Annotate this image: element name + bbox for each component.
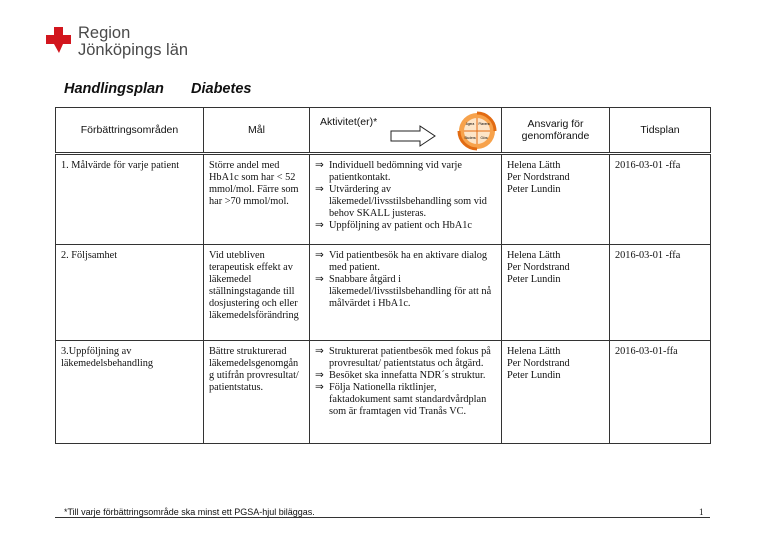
responsible-person: Peter Lundin bbox=[507, 274, 561, 285]
document-title: Handlingsplan bbox=[64, 81, 164, 97]
schedule-cell: 2016-03-01 -ffa bbox=[610, 154, 711, 245]
region-logo bbox=[44, 25, 188, 59]
header-row bbox=[56, 108, 711, 154]
pdsa-label: Göra bbox=[480, 136, 488, 140]
activity-item: ⇒ Snabbare åtgärd i läkemedel/livsstilsbehandling för att nå målvärdet i HbA1c. bbox=[315, 274, 496, 310]
responsible-cell bbox=[502, 341, 610, 444]
responsible-person: Per Nordstrand bbox=[507, 358, 570, 369]
footnote: *Till varje förbättringsområde ska minst ett PGSA-hjul biläggas. bbox=[64, 507, 315, 517]
schedule-cell: 2016-03-01-ffa bbox=[610, 341, 711, 444]
responsible-person: Helena Lätth bbox=[507, 160, 561, 171]
schedule-cell: 2016-03-01 -ffa bbox=[610, 245, 711, 341]
logo-line-2: Jönköpings län bbox=[78, 41, 189, 59]
cross-heart-icon bbox=[44, 25, 74, 55]
header-area: Förbättringsområden bbox=[56, 108, 204, 154]
pdsa-label: Agera bbox=[465, 122, 475, 126]
header-schedule: Tidsplan bbox=[610, 108, 711, 154]
table-row bbox=[56, 245, 711, 341]
responsible-person: Helena Lätth bbox=[507, 250, 561, 261]
arrow-right-icon bbox=[390, 125, 436, 147]
goal-cell: Bättre strukturerad läkemedelsgenomgån g utifrån provresultat/ patientstatus. bbox=[204, 341, 310, 444]
activity-cell bbox=[310, 245, 502, 341]
header-activity bbox=[310, 108, 502, 154]
responsible-cell bbox=[502, 154, 610, 245]
activity-item: ⇒ Vid patientbesök ha en aktivare dialog med patient. bbox=[315, 250, 496, 274]
activity-item: ⇒ Besöket ska innefatta NDR´s struktur. bbox=[315, 370, 496, 382]
table-row bbox=[56, 341, 711, 444]
pdsa-label: Studera bbox=[464, 136, 476, 140]
responsible-person: Peter Lundin bbox=[507, 370, 561, 381]
responsible-person: Per Nordstrand bbox=[507, 262, 570, 273]
footer-divider bbox=[55, 517, 710, 518]
activity-cell bbox=[310, 154, 502, 245]
activity-item: ⇒ Uppföljning av patient och HbA1c bbox=[315, 220, 496, 232]
goal-cell: Vid utebliven terapeutisk effekt av läkemedel ställningstagande till dosjustering och eller läkemedelsförändring bbox=[204, 245, 310, 341]
responsible-person: Per Nordstrand bbox=[507, 172, 570, 183]
page-number: 1 bbox=[699, 507, 704, 517]
responsible-person: Helena Lätth bbox=[507, 346, 561, 357]
pdsa-wheel-icon bbox=[457, 111, 497, 151]
activity-item: ⇒ Strukturerat patientbesök med fokus på provresultat/ patientstatus och åtgärd. bbox=[315, 346, 496, 370]
area-cell: 1. Målvärde för varje patient bbox=[56, 154, 204, 245]
header-responsible: Ansvarig för genomförande bbox=[502, 108, 610, 154]
activity-item: ⇒ Följa Nationella riktlinjer, faktadokument samt standardvårdplan som är framtagen vid Tranås VC. bbox=[315, 382, 496, 418]
document-subject: Diabetes bbox=[191, 81, 252, 97]
activity-item: ⇒ Individuell bedömning vid varje patientkontakt. bbox=[315, 160, 496, 184]
logo-line-1: Region bbox=[78, 24, 131, 42]
action-plan-table bbox=[55, 107, 711, 444]
table-row bbox=[56, 154, 711, 245]
responsible-person: Peter Lundin bbox=[507, 184, 561, 195]
area-cell: 2. Följsamhet bbox=[56, 245, 204, 341]
header-activity-label: Aktivitet(er)* bbox=[320, 116, 378, 128]
activity-cell bbox=[310, 341, 502, 444]
responsible-cell bbox=[502, 245, 610, 341]
header-goal: Mål bbox=[204, 108, 310, 154]
pdsa-label: Planera bbox=[478, 122, 490, 126]
area-cell: 3.Uppföljning av läkemedelsbehandling bbox=[56, 341, 204, 444]
activity-item: ⇒ Utvärdering av läkemedel/livsstilsbehandling som vid behov SKALL justeras. bbox=[315, 184, 496, 220]
goal-cell: Större andel med HbA1c som har < 52 mmol/mol. Färre som har >70 mmol/mol. bbox=[204, 154, 310, 245]
